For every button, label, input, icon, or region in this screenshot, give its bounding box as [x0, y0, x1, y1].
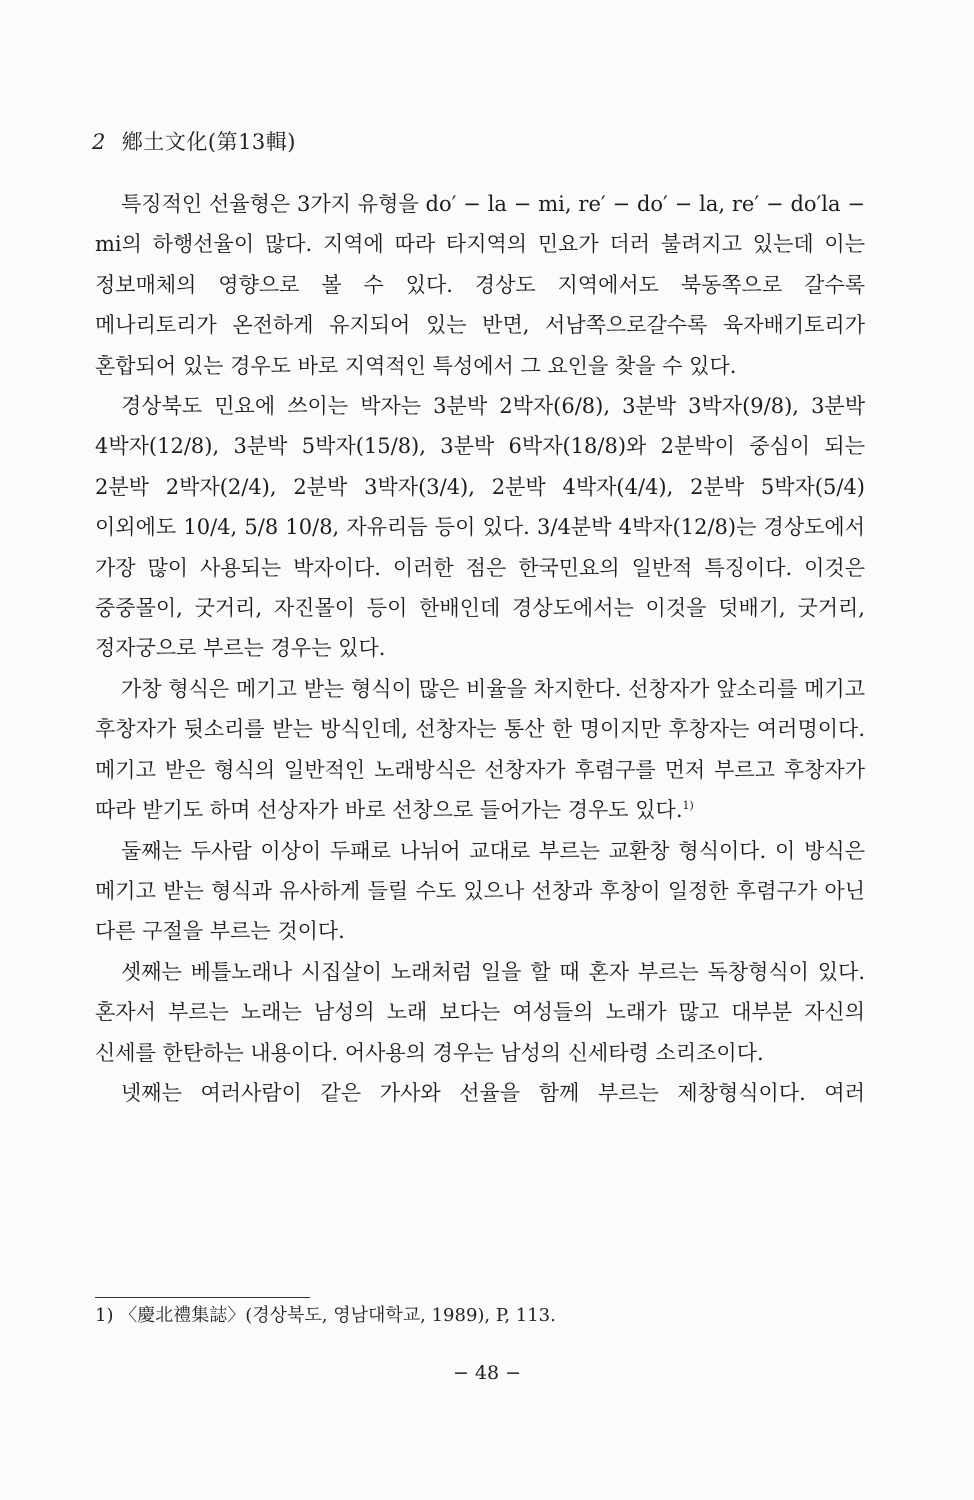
- paragraph-unison-singing: 넷째는 여러사람이 같은 가사와 선율을 함께 부르는 제창형식이다. 여러: [121, 1080, 865, 1105]
- footnote-reference: 1): [682, 799, 694, 813]
- paragraph-meter: 경상북도 민요에 쓰이는 박자는 3분박 2박자(6/8), 3분박 3박자(9/8), 3분박 4박자(12/8), 3분박 5박자(15/8), 3분박 6박자(18/8)와 2분박이 중심이 되는 2분박 2박자(2/4), 2분박 3박자(3/4), 2분박 4박자(4/4), 2분박 5박자(5/4) 이외에도 10/4, 5/8 10/8, 자유리듬 등이 있다. 3/4분박 4박자(12/8)는 경상도에서 가장 많이 사용되는 박자이다. 이러한 점은 한국민요의 일반적 특징이다. 이것은 중중몰이, 굿거리, 자진몰이 등이 한배인데 경상도에서는 이것을 덧배기, 굿거리, 정자궁으로 부르는 경우는 있다.: [95, 394, 865, 661]
- footnote-divider: [95, 1297, 310, 1298]
- page-number: − 48 −: [452, 1362, 522, 1384]
- footnote: 1) 〈慶北禮集誌〉(경상북도, 영남대학교, 1989), P, 113.: [95, 1305, 556, 1326]
- paragraph-exchange-singing: 둘째는 두사람 이상이 두패로 나뉘어 교대로 부르는 교환창 형식이다. 이 방식은 메기고 받는 형식과 유사하게 들릴 수도 있으나 선창과 후창이 일정한 후렴구가 아닌 다른 구절을 부르는 것이다.: [95, 838, 865, 944]
- header-page-number: 2: [92, 130, 106, 154]
- journal-title: 鄕土文化(第13輯): [121, 130, 296, 154]
- paragraph-call-response-text: 가창 형식은 메기고 받는 형식이 많은 비율을 차지한다. 선창자가 앞소리를 메기고 후창자가 뒷소리를 받는 방식인데, 선창자는 통산 한 명이지만 후창자는 여러명이다. 메기고 받은 형식의 일반적인 노래방식은 선창자가 후렴구를 먼저 부르고 후창자가 따라 받기도 하며 선상자가 바로 선창으로 들어가는 경우도 있다.: [95, 676, 865, 823]
- paragraph-melody: 특징적인 선율형은 3가지 유형을 do′ − la − mi, re′ − do′ − la, re′ − do′la − mi의 하행선율이 많다. 지역에 따라 타지역의 민요가 더러 불려지고 있는데 이는 정보매체의 영향으로 볼 수 있다. 경상도 지역에서도 북동쪽으로 갈수록 메나리토리가 온전하게 유지되어 있는 반면, 서남쪽으로갈수록 육자배기토리가 혼합되어 있는 경우도 바로 지역적인 특성에서 그 요인을 찾을 수 있다.: [95, 192, 865, 378]
- paragraph-solo-singing: 셋째는 베틀노래나 시집살이 노래처럼 일을 할 때 혼자 부르는 독창형식이 있다. 혼자서 부르는 노래는 남성의 노래 보다는 여성들의 노래가 많고 대부분 자신의 신세를 한탄하는 내용이다. 어사용의 경우는 남성의 신세타령 소리조이다.: [95, 959, 865, 1065]
- paragraph-call-response: [95, 669, 865, 831]
- body-text: [95, 184, 865, 1113]
- running-header: [92, 126, 296, 156]
